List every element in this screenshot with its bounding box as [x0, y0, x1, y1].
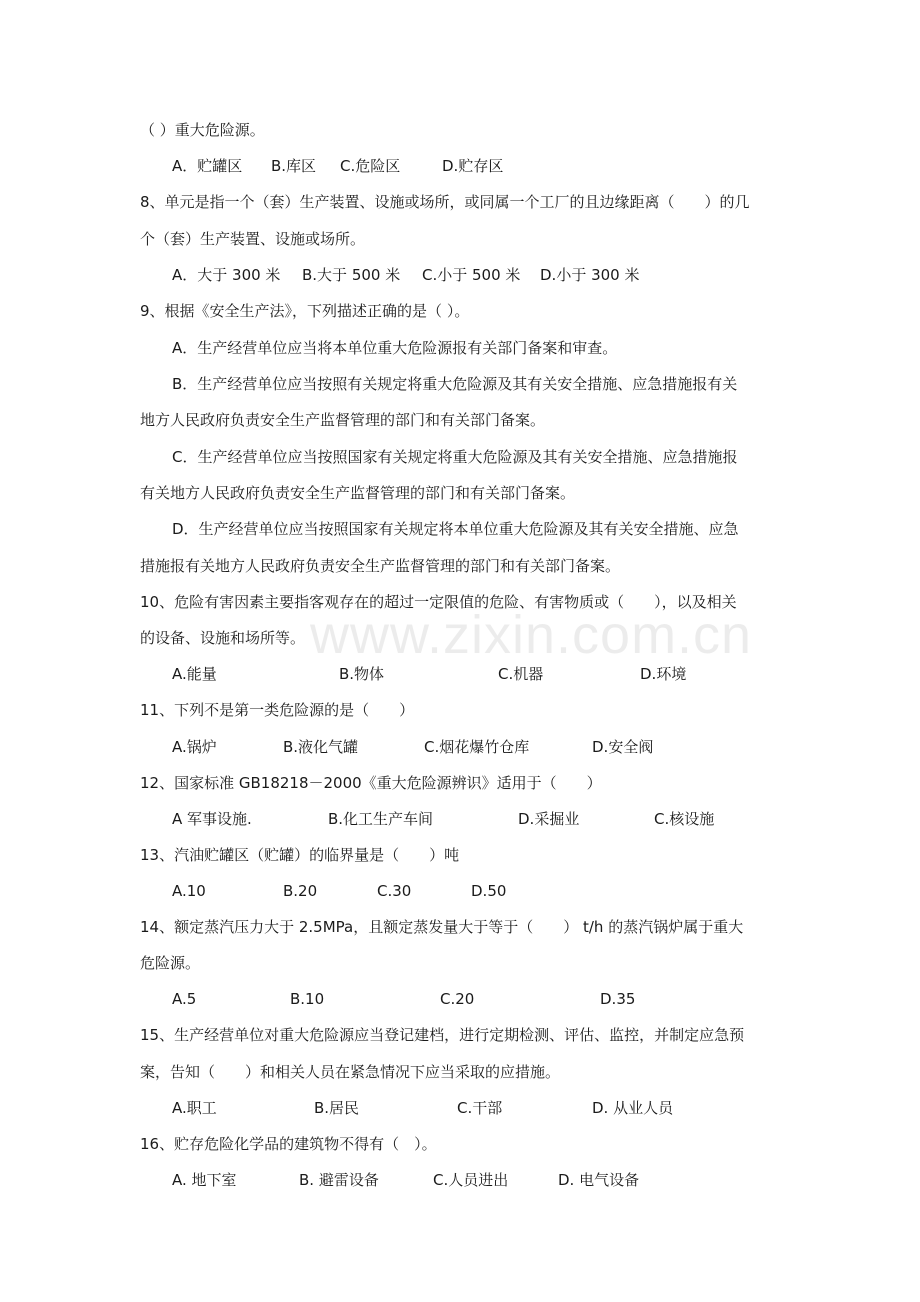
q12-option-d: D.采掘业 — [518, 810, 580, 828]
q9-option-d-line-1: D．生产经营单位应当按照国家有关规定将本单位重大危险源及其有关安全措施、应急 — [172, 520, 739, 538]
q9-option-d-line-2: 措施报有关地方人民政府负责安全生产监督管理的部门和有关部门备案。 — [140, 557, 621, 575]
q12-option-a: A 军事设施. — [172, 810, 252, 828]
q8-options — [172, 265, 812, 285]
q7-option-b: B.库区 — [271, 157, 317, 175]
q13-options — [172, 881, 812, 901]
q15-option-b: B.居民 — [314, 1099, 360, 1117]
q14-options — [172, 989, 812, 1009]
q14-stem-line-1: 14、额定蒸汽压力大于 2.5MPa，且额定蒸发量大于等于（ ） t/h 的蒸汽锅炉属于重大 — [140, 918, 744, 936]
q14-option-c: C.20 — [440, 990, 475, 1008]
q11-option-c: C.烟花爆竹仓库 — [424, 738, 530, 756]
q16-option-b: B. 避雷设备 — [299, 1171, 379, 1189]
q9-option-c-line-2: 有关地方人民政府负责安全生产监督管理的部门和有关部门备案。 — [140, 484, 576, 502]
q7-options — [172, 156, 812, 176]
q14-option-b: B.10 — [290, 990, 325, 1008]
q11-options — [172, 737, 812, 757]
q8-stem-line-1: 8、单元是指一个（套）生产装置、设施或场所，或同属一个工厂的且边缘距离（ ）的几 — [140, 193, 750, 211]
q13-option-a: A.10 — [172, 882, 206, 900]
q9-option-b-line-1: B．生产经营单位应当按照有关规定将重大危险源及其有关安全措施、应急措施报有关 — [172, 375, 738, 393]
q11-option-d: D.安全阀 — [592, 738, 654, 756]
q14-stem-line-2: 危险源。 — [140, 954, 201, 972]
q7-option-c: C.危险区 — [340, 157, 401, 175]
q12-option-c: C.核设施 — [654, 810, 715, 828]
q10-option-d: D.环境 — [640, 665, 687, 683]
q15-stem-line-2: 案，告知（ ）和相关人员在紧急情况下应当采取的应措施。 — [140, 1063, 561, 1081]
q13-stem: 13、汽油贮罐区（贮罐）的临界量是（ ）吨 — [140, 846, 460, 864]
q11-stem: 11、下列不是第一类危险源的是（ ） — [140, 701, 415, 719]
q12-option-b: B.化工生产车间 — [328, 810, 434, 828]
q12-stem: 12、国家标准 GB18218－2000《重大危险源辨识》适用于（ ） — [140, 774, 602, 792]
q10-option-c: C.机器 — [498, 665, 544, 683]
q8-option-b: B.大于 500 米 — [302, 266, 401, 284]
q9-stem: 9、根据《安全生产法》，下列描述正确的是（ ）。 — [140, 302, 470, 320]
q7-option-d: D.贮存区 — [442, 157, 504, 175]
q9-option-c-line-1: C．生产经营单位应当按照国家有关规定将重大危险源及其有关安全措施、应急措施报 — [172, 448, 738, 466]
q8-option-a: A．大于 300 米 — [172, 266, 281, 284]
q7-stem: （ ）重大危险源。 — [140, 121, 265, 139]
q8-stem-line-2: 个（套）生产装置、设施或场所。 — [140, 230, 366, 248]
q9-option-a: A．生产经营单位应当将本单位重大危险源报有关部门备案和审查。 — [172, 339, 618, 357]
q15-option-a: A.职工 — [172, 1099, 217, 1117]
q15-options — [172, 1098, 812, 1118]
watermark: www.zixin.com.cn — [310, 605, 753, 665]
q13-option-d: D.50 — [471, 882, 507, 900]
q10-stem-line-1: 10、危险有害因素主要指客观存在的超过一定限值的危险、有害物质或（ ），以及相关 — [140, 593, 737, 611]
q16-option-c: C.人员进出 — [433, 1171, 509, 1189]
q10-option-b: B.物体 — [339, 665, 385, 683]
q15-stem-line-1: 15、生产经营单位对重大危险源应当登记建档，进行定期检测、评估、监控，并制定应急预 — [140, 1026, 745, 1044]
q12-options — [172, 809, 812, 829]
q14-option-a: A.5 — [172, 990, 197, 1008]
q9-option-b-line-2: 地方人民政府负责安全生产监督管理的部门和有关部门备案。 — [140, 411, 546, 429]
q10-stem-line-2: 的设备、设施和场所等。 — [140, 629, 306, 647]
q15-option-c: C.干部 — [457, 1099, 503, 1117]
q16-option-d: D. 电气设备 — [558, 1171, 640, 1189]
q16-option-a: A. 地下室 — [172, 1171, 237, 1189]
q7-option-a: A．贮罐区 — [172, 157, 243, 175]
q10-option-a: A.能量 — [172, 665, 217, 683]
q13-option-b: B.20 — [283, 882, 318, 900]
q10-options — [172, 664, 812, 684]
q14-option-d: D.35 — [600, 990, 636, 1008]
q16-options — [172, 1170, 812, 1190]
q11-option-b: B.液化气罐 — [283, 738, 359, 756]
q8-option-d: D.小于 300 米 — [540, 266, 640, 284]
q8-option-c: C.小于 500 米 — [422, 266, 521, 284]
q11-option-a: A.锅炉 — [172, 738, 217, 756]
q13-option-c: C.30 — [377, 882, 412, 900]
q15-option-d: D. 从业人员 — [592, 1099, 674, 1117]
q16-stem: 16、贮存危险化学品的建筑物不得有（ ）。 — [140, 1135, 437, 1153]
